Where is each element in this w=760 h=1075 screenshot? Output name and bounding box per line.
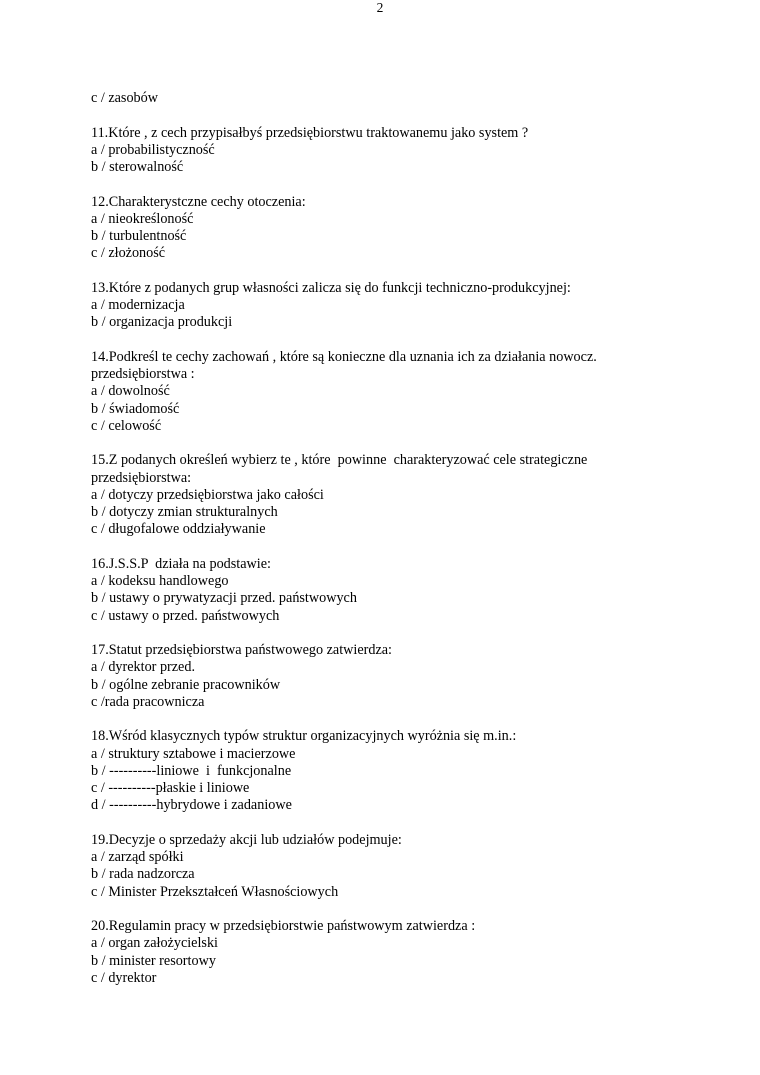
question-block [91, 280, 731, 332]
question-block [91, 125, 731, 177]
question-text: 16.J.S.S.P działa na podstawie: [91, 555, 271, 572]
question-block [91, 832, 731, 901]
answer-option: a / kodeksu handlowego [91, 573, 229, 589]
question-block [91, 349, 731, 435]
answer-option: b / świadomość [91, 400, 180, 417]
answer-option: c / ustawy o przed. państwowych [91, 607, 280, 624]
answer-option: b / ogólne zebranie pracowników [91, 676, 281, 693]
question-block [91, 642, 731, 711]
answer-option: a / struktury sztabowe i macierzowe [91, 745, 296, 762]
question-block [91, 194, 731, 263]
answer-option: b / organizacja produkcji [91, 314, 233, 331]
answer-option: a / dowolność [91, 383, 170, 400]
answer-option: b / turbulentność [91, 228, 187, 244]
question-text: 18.Wśród klasycznych typów struktur organizacyjnych wyróżnia się m.in.: [91, 728, 517, 745]
answer-option: c / zasobów [91, 90, 158, 106]
answer-option: a / modernizacja [91, 297, 185, 313]
answer-option: a / zarząd spółki [91, 849, 184, 865]
question-text: przedsiębiorstwa: [91, 469, 192, 486]
answer-option: b / ustawy o prywatyzacji przed. państwowych [91, 590, 357, 607]
question-text: 13.Które z podanych grup własności zalicza się do funkcji techniczno-produkcyjnej: [91, 279, 571, 296]
answer-option: c / długofalowe oddziaływanie [91, 521, 266, 538]
answer-option: c / celowość [91, 417, 162, 434]
question-block [91, 918, 731, 987]
answer-option: c /rada pracownicza [91, 693, 205, 710]
question-text: 19.Decyzje o sprzedaży akcji lub udziałów podejmuje: [91, 831, 402, 848]
page-number: 2 [376, 0, 384, 15]
question-block [91, 452, 731, 538]
question-text: 20.Regulamin pracy w przedsiębiorstwie państwowym zatwierdza : [91, 918, 476, 934]
question-block [91, 556, 731, 625]
answer-option: c / Minister Przekształceń Własnościowych [91, 883, 339, 900]
question-text: 17.Statut przedsiębiorstwa państwowego zatwierdza: [91, 642, 392, 658]
answer-option: b / rada nadzorcza [91, 866, 195, 883]
answer-option: a / organ założycielski [91, 935, 218, 952]
answer-option: b / minister resortowy [91, 952, 216, 969]
question-block [91, 728, 731, 814]
question-text: 15.Z podanych określeń wybierz te , które powinne charakteryzować cele strategiczne [91, 452, 588, 469]
question-text: 12.Charakterystczne cechy otoczenia: [91, 193, 306, 210]
answer-option: a / dotyczy przedsiębiorstwa jako całości [91, 486, 324, 503]
answer-option: a / dyrektor przed. [91, 659, 195, 676]
answer-option: c / złożoność [91, 245, 166, 262]
answer-option: b / dotyczy zmian strukturalnych [91, 504, 278, 520]
answer-option: a / nieokreśloność [91, 210, 194, 227]
document-body [91, 90, 731, 987]
answer-option: c / ----------płaskie i liniowe [91, 780, 250, 796]
question-text: przedsiębiorstwa : [91, 366, 195, 382]
answer-option: c / dyrektor [91, 969, 157, 986]
question-text: 14.Podkreśl te cechy zachowań , które są konieczne dla uznania ich za działania nowocz. [91, 348, 597, 365]
question-list [91, 125, 731, 988]
question-text: 11.Które , z cech przypisałbyś przedsiębiorstwu traktowanemu jako system ? [91, 124, 529, 141]
answer-option: b / ----------liniowe i funkcjonalne [91, 762, 292, 779]
answer-option: a / probabilistyczność [91, 141, 215, 158]
answer-option: d / ----------hybrydowe i zadaniowe [91, 797, 292, 814]
answer-option: b / sterowalność [91, 159, 184, 175]
